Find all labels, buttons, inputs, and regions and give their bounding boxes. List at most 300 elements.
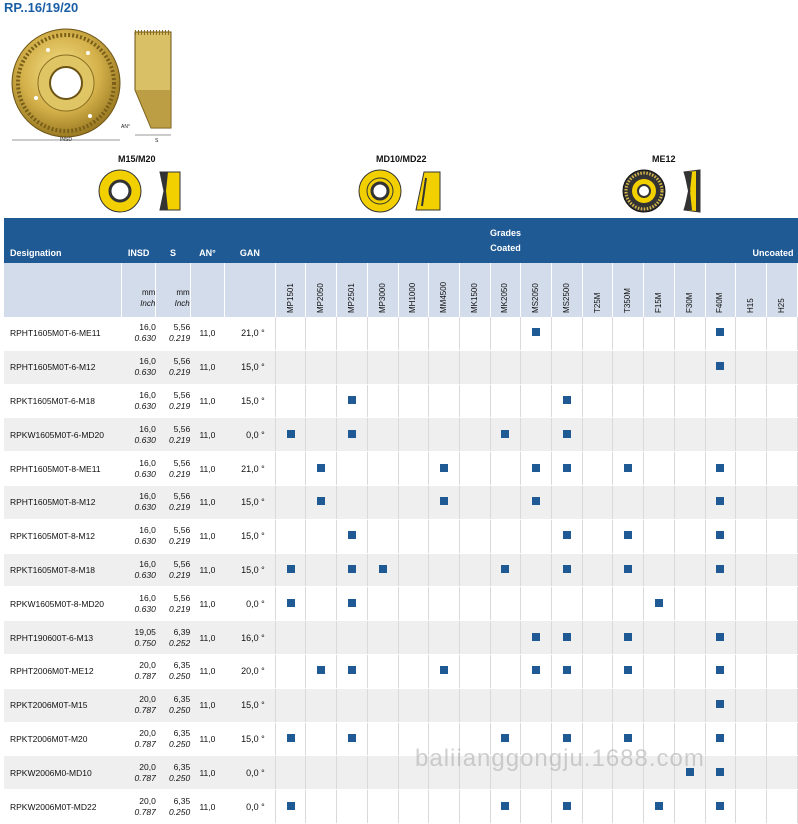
grade-header-f15m bbox=[644, 263, 675, 317]
grade-cell-mm4500 bbox=[429, 688, 460, 722]
grade-cell-f40m bbox=[705, 418, 736, 452]
grade-cell-mm4500 bbox=[429, 384, 460, 418]
grade-cell-mp3000 bbox=[367, 621, 398, 655]
grade-cell-f15m bbox=[644, 384, 675, 418]
grade-cell-mp3000 bbox=[367, 587, 398, 621]
gan-cell: 15,0 ° bbox=[225, 688, 276, 722]
s-inch: 0.250 bbox=[168, 738, 191, 749]
grade-cell-t350m bbox=[613, 519, 644, 553]
insd-cell bbox=[121, 756, 155, 790]
grade-cell-mm4500 bbox=[429, 654, 460, 688]
header-uncoated: Uncoated bbox=[736, 218, 798, 263]
s-cell bbox=[156, 790, 190, 824]
gan-cell: 15,0 ° bbox=[225, 485, 276, 519]
variant-label-me12: ME12 bbox=[652, 154, 676, 164]
grade-header-mp3000 bbox=[367, 263, 398, 317]
s-mm: 5,56 bbox=[173, 491, 191, 502]
grade-cell-mk1500 bbox=[459, 654, 490, 688]
availability-marker-icon bbox=[440, 464, 448, 472]
insert-top-view-icon bbox=[8, 28, 128, 146]
grade-cell-mp3000 bbox=[367, 756, 398, 790]
table-row bbox=[4, 350, 798, 384]
grade-cell-f30m bbox=[674, 384, 705, 418]
an-cell: 11,0 bbox=[190, 790, 224, 824]
grade-cell-mp2050 bbox=[306, 587, 337, 621]
availability-marker-icon bbox=[716, 362, 724, 370]
grade-cell-mp1501 bbox=[275, 553, 306, 587]
unit-s-inch: Inch bbox=[174, 299, 190, 308]
insd-inch: 0.630 bbox=[134, 434, 156, 445]
table-row bbox=[4, 654, 798, 688]
grade-cell-mp1501 bbox=[275, 722, 306, 756]
grade-cell-mp2501 bbox=[337, 519, 368, 553]
designation-cell: RPKW1605M0T-6-MD20 bbox=[4, 418, 121, 452]
grade-cell-h15 bbox=[736, 654, 767, 688]
insd-inch: 0.787 bbox=[134, 772, 156, 783]
insd-cell bbox=[121, 587, 155, 621]
grade-cell-mh1000 bbox=[398, 587, 429, 621]
grade-cell-mp2501 bbox=[337, 621, 368, 655]
s-mm: 6,35 bbox=[173, 795, 191, 806]
availability-marker-icon bbox=[624, 666, 632, 674]
insd-cell bbox=[121, 553, 155, 587]
watermark: baliianggongju.1688.com bbox=[415, 745, 705, 772]
table-row bbox=[4, 621, 798, 655]
s-inch: 0.219 bbox=[168, 468, 191, 479]
insd-mm: 16,0 bbox=[139, 356, 156, 367]
s-cell bbox=[156, 317, 190, 350]
grade-cell-mp2501 bbox=[337, 688, 368, 722]
availability-marker-icon bbox=[716, 464, 724, 472]
grade-cell-h15 bbox=[736, 519, 767, 553]
s-inch: 0.252 bbox=[168, 637, 191, 648]
grade-cell-mk2050 bbox=[490, 654, 521, 688]
insd-inch: 0.630 bbox=[134, 400, 156, 411]
unit-insd-inch: Inch bbox=[140, 299, 156, 308]
grade-header-t350m bbox=[613, 263, 644, 317]
grade-cell-t25m bbox=[582, 553, 613, 587]
grade-cell-mp3000 bbox=[367, 654, 398, 688]
insd-cell bbox=[121, 519, 155, 553]
grade-cell-ms2500 bbox=[552, 654, 583, 688]
insd-inch: 0.787 bbox=[134, 738, 156, 749]
grade-cell-f30m bbox=[674, 350, 705, 384]
table-row bbox=[4, 384, 798, 418]
grade-cell-mm4500 bbox=[429, 790, 460, 824]
grade-cell-f15m bbox=[644, 621, 675, 655]
sub-empty-gan bbox=[225, 263, 276, 317]
grade-cell-mk2050 bbox=[490, 317, 521, 350]
availability-marker-icon bbox=[348, 734, 356, 742]
header-an: AN° bbox=[190, 218, 224, 263]
s-cell bbox=[156, 587, 190, 621]
insd-cell bbox=[121, 384, 155, 418]
grade-header-ms2050 bbox=[521, 263, 552, 317]
grade-cell-mp1501 bbox=[275, 317, 306, 350]
table-row bbox=[4, 587, 798, 621]
gan-cell: 0,0 ° bbox=[225, 418, 276, 452]
grade-cell-mk1500 bbox=[459, 790, 490, 824]
availability-marker-icon bbox=[716, 565, 724, 573]
grade-cell-f40m bbox=[705, 790, 736, 824]
grade-cell-mk2050 bbox=[490, 452, 521, 486]
gan-cell: 15,0 ° bbox=[225, 384, 276, 418]
availability-marker-icon bbox=[716, 768, 724, 776]
designation-cell: RPHT1605M0T-6-ME11 bbox=[4, 317, 121, 350]
grade-cell-t25m bbox=[582, 688, 613, 722]
insd-cell bbox=[121, 790, 155, 824]
header-s: S bbox=[156, 218, 190, 263]
designation-cell: RPKT1605M0T-6-M18 bbox=[4, 384, 121, 418]
insd-inch: 0.630 bbox=[134, 468, 156, 479]
s-inch: 0.219 bbox=[168, 569, 191, 580]
insd-mm: 19,05 bbox=[134, 626, 156, 637]
s-mm: 5,56 bbox=[173, 423, 191, 434]
table-row bbox=[4, 688, 798, 722]
gan-cell: 15,0 ° bbox=[225, 350, 276, 384]
unit-insd-mm: mm bbox=[141, 288, 156, 297]
sub-empty-an bbox=[190, 263, 224, 317]
availability-marker-icon bbox=[624, 734, 632, 742]
availability-marker-icon bbox=[624, 531, 632, 539]
grade-cell-h25 bbox=[767, 485, 798, 519]
grade-cell-mk1500 bbox=[459, 350, 490, 384]
availability-marker-icon bbox=[563, 802, 571, 810]
grade-header-mh1000 bbox=[398, 263, 429, 317]
grade-header-mp2501 bbox=[337, 263, 368, 317]
grade-cell-h15 bbox=[736, 756, 767, 790]
designation-cell: RPKT2006M0T-M15 bbox=[4, 688, 121, 722]
grade-header-mk2050 bbox=[490, 263, 521, 317]
page-title: RP..16/19/20 bbox=[4, 0, 79, 15]
grade-cell-t350m bbox=[613, 553, 644, 587]
gan-cell: 21,0 ° bbox=[225, 317, 276, 350]
insd-cell bbox=[121, 654, 155, 688]
grade-cell-mp2501 bbox=[337, 654, 368, 688]
grade-cell-h15 bbox=[736, 553, 767, 587]
availability-marker-icon bbox=[532, 464, 540, 472]
grade-header-mm4500 bbox=[429, 263, 460, 317]
insd-mm: 16,0 bbox=[139, 322, 156, 333]
s-inch: 0.219 bbox=[168, 536, 191, 547]
availability-marker-icon bbox=[287, 430, 295, 438]
grade-cell-mp2050 bbox=[306, 621, 337, 655]
grade-cell-f40m bbox=[705, 485, 736, 519]
grade-cell-mk1500 bbox=[459, 418, 490, 452]
grade-cell-t350m bbox=[613, 384, 644, 418]
s-inch: 0.219 bbox=[168, 333, 191, 344]
variant-label-m15-m20: M15/M20 bbox=[118, 154, 156, 164]
an-cell: 11,0 bbox=[190, 519, 224, 553]
gan-cell: 0,0 ° bbox=[225, 790, 276, 824]
grade-cell-mm4500 bbox=[429, 317, 460, 350]
designation-cell: RPHT1605M0T-8-ME11 bbox=[4, 452, 121, 486]
availability-marker-icon bbox=[716, 328, 724, 336]
s-inch: 0.250 bbox=[168, 772, 191, 783]
availability-marker-icon bbox=[501, 565, 509, 573]
grade-cell-mk1500 bbox=[459, 485, 490, 519]
grade-cell-ms2050 bbox=[521, 621, 552, 655]
grade-cell-h15 bbox=[736, 621, 767, 655]
grade-cell-mh1000 bbox=[398, 519, 429, 553]
insd-mm: 20,0 bbox=[139, 660, 156, 671]
grade-cell-f30m bbox=[674, 790, 705, 824]
grade-cell-ms2050 bbox=[521, 317, 552, 350]
grade-cell-h25 bbox=[767, 688, 798, 722]
grade-cell-h15 bbox=[736, 350, 767, 384]
an-cell: 11,0 bbox=[190, 317, 224, 350]
gan-cell: 21,0 ° bbox=[225, 452, 276, 486]
grade-header-label: MP1501 bbox=[285, 283, 295, 313]
grade-cell-mk2050 bbox=[490, 790, 521, 824]
availability-marker-icon bbox=[379, 565, 387, 573]
grade-cell-h25 bbox=[767, 452, 798, 486]
grade-cell-mk1500 bbox=[459, 587, 490, 621]
grade-cell-mp2050 bbox=[306, 790, 337, 824]
availability-marker-icon bbox=[501, 802, 509, 810]
grade-cell-mk2050 bbox=[490, 418, 521, 452]
s-mm: 6,35 bbox=[173, 694, 191, 705]
s-inch: 0.219 bbox=[168, 603, 191, 614]
grade-cell-mm4500 bbox=[429, 587, 460, 621]
grade-cell-mp2050 bbox=[306, 384, 337, 418]
grade-cell-mk1500 bbox=[459, 688, 490, 722]
insd-inch: 0.630 bbox=[134, 333, 156, 344]
insd-inch: 0.787 bbox=[134, 671, 156, 682]
insd-inch: 0.630 bbox=[134, 603, 156, 614]
grade-cell-f40m bbox=[705, 553, 736, 587]
availability-marker-icon bbox=[532, 497, 540, 505]
table-row bbox=[4, 317, 798, 350]
grade-cell-f15m bbox=[644, 485, 675, 519]
s-mm: 5,56 bbox=[173, 558, 191, 569]
grade-cell-h25 bbox=[767, 722, 798, 756]
grade-cell-mp1501 bbox=[275, 688, 306, 722]
insd-cell bbox=[121, 621, 155, 655]
grade-cell-mk2050 bbox=[490, 384, 521, 418]
header-grades-coated bbox=[275, 218, 736, 263]
grade-cell-mp3000 bbox=[367, 790, 398, 824]
grade-cell-f30m bbox=[674, 688, 705, 722]
insd-mm: 20,0 bbox=[139, 761, 156, 772]
grade-cell-t350m bbox=[613, 621, 644, 655]
grade-cell-f15m bbox=[644, 418, 675, 452]
grade-cell-f30m bbox=[674, 654, 705, 688]
availability-marker-icon bbox=[348, 396, 356, 404]
grade-cell-t25m bbox=[582, 384, 613, 418]
s-cell bbox=[156, 485, 190, 519]
grade-cell-mm4500 bbox=[429, 350, 460, 384]
variant-label-md10-md22: MD10/MD22 bbox=[376, 154, 427, 164]
grade-cell-mk1500 bbox=[459, 384, 490, 418]
grade-cell-t25m bbox=[582, 519, 613, 553]
grade-cell-ms2050 bbox=[521, 452, 552, 486]
an-cell: 11,0 bbox=[190, 688, 224, 722]
availability-marker-icon bbox=[532, 328, 540, 336]
grade-cell-mp2501 bbox=[337, 317, 368, 350]
grade-cell-f15m bbox=[644, 553, 675, 587]
availability-marker-icon bbox=[716, 802, 724, 810]
designation-cell: RPHT1605M0T-6-M12 bbox=[4, 350, 121, 384]
grade-cell-h25 bbox=[767, 519, 798, 553]
grade-cell-mm4500 bbox=[429, 485, 460, 519]
availability-marker-icon bbox=[317, 497, 325, 505]
grade-cell-mk1500 bbox=[459, 317, 490, 350]
unit-s bbox=[156, 263, 190, 317]
grade-cell-f15m bbox=[644, 350, 675, 384]
grade-cell-mp3000 bbox=[367, 418, 398, 452]
availability-marker-icon bbox=[287, 734, 295, 742]
s-mm: 6,35 bbox=[173, 660, 191, 671]
grade-cell-h15 bbox=[736, 384, 767, 418]
gan-cell: 15,0 ° bbox=[225, 519, 276, 553]
grade-cell-mm4500 bbox=[429, 519, 460, 553]
grade-cell-mp2501 bbox=[337, 485, 368, 519]
an-cell: 11,0 bbox=[190, 587, 224, 621]
grade-cell-mh1000 bbox=[398, 452, 429, 486]
grade-header-t25m bbox=[582, 263, 613, 317]
availability-marker-icon bbox=[348, 430, 356, 438]
grade-cell-h15 bbox=[736, 688, 767, 722]
grade-cell-mk2050 bbox=[490, 519, 521, 553]
insert-me12-icon bbox=[620, 168, 710, 214]
s-mm: 5,56 bbox=[173, 389, 191, 400]
an-cell: 11,0 bbox=[190, 621, 224, 655]
availability-marker-icon bbox=[716, 633, 724, 641]
grade-cell-ms2050 bbox=[521, 519, 552, 553]
grade-cell-mp2050 bbox=[306, 722, 337, 756]
header-designation: Designation bbox=[4, 218, 121, 263]
grade-cell-t350m bbox=[613, 317, 644, 350]
insd-cell bbox=[121, 722, 155, 756]
grade-cell-mp3000 bbox=[367, 722, 398, 756]
insd-cell bbox=[121, 485, 155, 519]
an-cell: 11,0 bbox=[190, 350, 224, 384]
grade-header-h15 bbox=[736, 263, 767, 317]
grade-cell-mp1501 bbox=[275, 621, 306, 655]
availability-marker-icon bbox=[348, 599, 356, 607]
s-cell bbox=[156, 384, 190, 418]
s-mm: 5,56 bbox=[173, 525, 191, 536]
grade-cell-mp3000 bbox=[367, 452, 398, 486]
availability-marker-icon bbox=[716, 497, 724, 505]
grade-cell-f30m bbox=[674, 317, 705, 350]
gan-cell: 15,0 ° bbox=[225, 553, 276, 587]
grade-cell-mh1000 bbox=[398, 384, 429, 418]
s-cell bbox=[156, 654, 190, 688]
grade-header-h25 bbox=[767, 263, 798, 317]
availability-marker-icon bbox=[624, 464, 632, 472]
grade-header-mk1500 bbox=[459, 263, 490, 317]
grade-cell-t25m bbox=[582, 790, 613, 824]
availability-marker-icon bbox=[287, 802, 295, 810]
s-mm: 6,35 bbox=[173, 727, 191, 738]
grade-cell-mh1000 bbox=[398, 654, 429, 688]
grade-cell-f15m bbox=[644, 790, 675, 824]
gan-cell: 15,0 ° bbox=[225, 722, 276, 756]
s-inch: 0.219 bbox=[168, 502, 191, 513]
gan-cell: 0,0 ° bbox=[225, 756, 276, 790]
grade-cell-f40m bbox=[705, 452, 736, 486]
unit-insd bbox=[121, 263, 155, 317]
designation-cell: RPKW2006M0T-MD22 bbox=[4, 790, 121, 824]
grade-cell-mk1500 bbox=[459, 621, 490, 655]
grade-cell-h15 bbox=[736, 485, 767, 519]
grade-cell-ms2500 bbox=[552, 790, 583, 824]
s-mm: 5,56 bbox=[173, 322, 191, 333]
an-cell: 11,0 bbox=[190, 756, 224, 790]
availability-marker-icon bbox=[501, 734, 509, 742]
grade-cell-mp2501 bbox=[337, 384, 368, 418]
availability-marker-icon bbox=[317, 464, 325, 472]
s-cell bbox=[156, 621, 190, 655]
s-cell bbox=[156, 688, 190, 722]
dim-s-label: S bbox=[155, 138, 159, 144]
grade-cell-mk1500 bbox=[459, 553, 490, 587]
grade-cell-h25 bbox=[767, 418, 798, 452]
insert-md10-md22-icon bbox=[356, 168, 446, 214]
grade-cell-t350m bbox=[613, 485, 644, 519]
grade-cell-h15 bbox=[736, 452, 767, 486]
grade-cell-mp2501 bbox=[337, 722, 368, 756]
grade-header-label: F30M bbox=[684, 292, 694, 313]
grade-cell-mp1501 bbox=[275, 790, 306, 824]
grade-cell-mp2050 bbox=[306, 688, 337, 722]
grade-cell-ms2500 bbox=[552, 519, 583, 553]
table-row bbox=[4, 553, 798, 587]
insd-cell bbox=[121, 350, 155, 384]
grade-cell-mk1500 bbox=[459, 452, 490, 486]
grade-cell-ms2050 bbox=[521, 790, 552, 824]
table-row bbox=[4, 519, 798, 553]
dim-insd-label: INSD bbox=[60, 137, 72, 143]
grade-cell-ms2050 bbox=[521, 418, 552, 452]
s-cell bbox=[156, 519, 190, 553]
grade-cell-mk2050 bbox=[490, 688, 521, 722]
grade-header-f30m bbox=[674, 263, 705, 317]
insd-mm: 20,0 bbox=[139, 694, 156, 705]
grade-cell-mp1501 bbox=[275, 485, 306, 519]
grade-cell-mp2050 bbox=[306, 418, 337, 452]
grade-cell-f30m bbox=[674, 519, 705, 553]
an-cell: 11,0 bbox=[190, 485, 224, 519]
insd-inch: 0.630 bbox=[134, 367, 156, 378]
table-row bbox=[4, 452, 798, 486]
s-cell bbox=[156, 756, 190, 790]
insd-mm: 16,0 bbox=[139, 525, 156, 536]
table-subheader-row bbox=[4, 263, 798, 317]
grade-cell-mp2050 bbox=[306, 485, 337, 519]
grade-cell-t25m bbox=[582, 317, 613, 350]
grade-cell-mh1000 bbox=[398, 688, 429, 722]
grade-cell-ms2500 bbox=[552, 418, 583, 452]
grade-cell-mk1500 bbox=[459, 519, 490, 553]
sub-empty bbox=[4, 263, 121, 317]
grade-cell-mp2050 bbox=[306, 553, 337, 587]
grade-cell-mh1000 bbox=[398, 350, 429, 384]
grade-cell-mm4500 bbox=[429, 553, 460, 587]
header-grades: Grades bbox=[490, 227, 522, 238]
insd-inch: 0.630 bbox=[134, 502, 156, 513]
availability-marker-icon bbox=[532, 633, 540, 641]
grade-cell-t350m bbox=[613, 688, 644, 722]
s-mm: 6,35 bbox=[173, 761, 191, 772]
insd-inch: 0.787 bbox=[134, 806, 156, 817]
grade-cell-f40m bbox=[705, 621, 736, 655]
an-cell: 11,0 bbox=[190, 418, 224, 452]
grade-cell-mk2050 bbox=[490, 485, 521, 519]
grade-cell-t25m bbox=[582, 654, 613, 688]
